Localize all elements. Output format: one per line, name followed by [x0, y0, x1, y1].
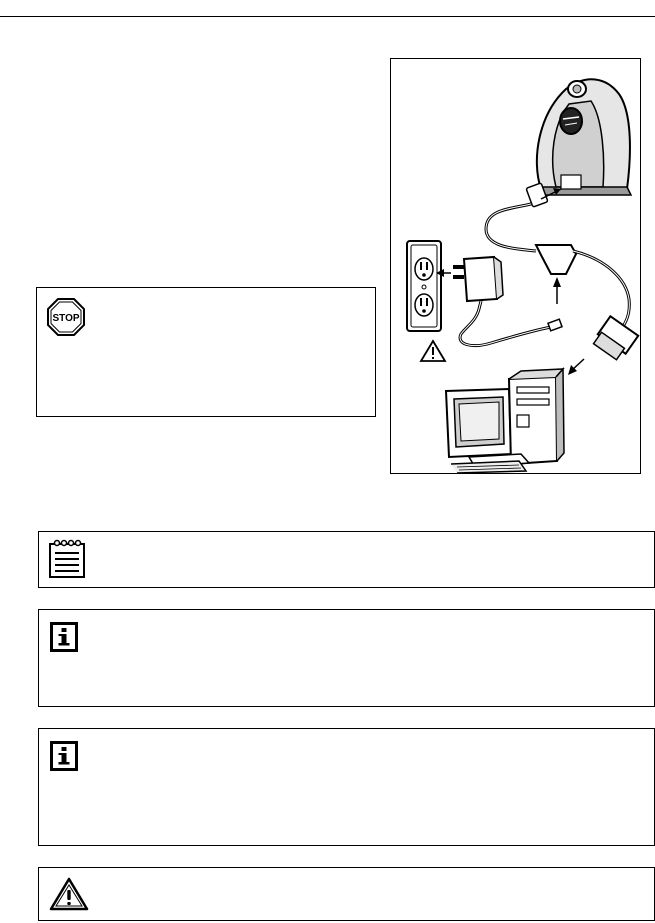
info-icon — [49, 740, 79, 772]
header-rule — [0, 16, 655, 17]
notepad-icon — [48, 539, 86, 579]
stop-icon — [47, 298, 85, 336]
db9-connector — [568, 316, 638, 375]
power-supply — [436, 257, 562, 346]
info-callout-2 — [38, 728, 655, 846]
wall-outlet — [407, 241, 441, 331]
stop-sign-text: STOP — [52, 313, 80, 324]
computer-illustration — [446, 369, 564, 473]
warning-triangle-icon — [49, 877, 89, 911]
warning-triangle-icon — [421, 341, 445, 361]
scanner-illustration — [537, 79, 631, 195]
stop-callout — [36, 287, 376, 417]
info-icon — [49, 621, 79, 653]
y-splitter — [536, 245, 629, 331]
note-callout — [38, 531, 655, 588]
info-callout-1 — [38, 609, 655, 707]
connection-figure — [390, 58, 641, 474]
caution-callout — [38, 867, 655, 921]
